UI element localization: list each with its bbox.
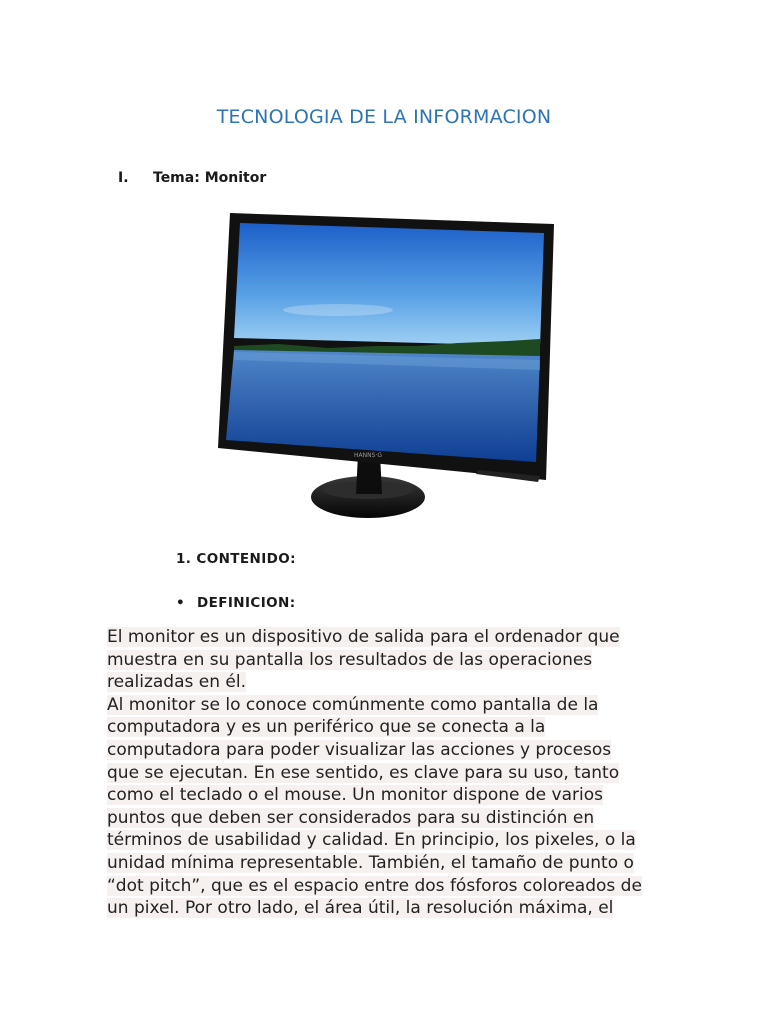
body-line: que se ejecutan. En ese sentido, es clave para su uso, tanto <box>107 762 620 783</box>
body-line: términos de usabilidad y calidad. En principio, los pixeles, o la <box>107 830 636 851</box>
body-line: El monitor es un dispositivo de salida para el ordenador que <box>107 627 620 647</box>
definition-heading <box>176 595 296 611</box>
monitor-screen-sky <box>234 223 544 346</box>
section-heading <box>118 170 266 186</box>
body-line: muestra en su pantalla los resultados de las operaciones <box>107 649 593 670</box>
body-line: “dot pitch”, que es el espacio entre dos fósforos coloreados de <box>107 875 642 896</box>
body-line: computadora y es un periférico que se conecta a la <box>107 717 546 738</box>
definition-label: DEFINICION: <box>197 595 296 611</box>
bullet: • <box>176 595 186 611</box>
body-line: realizadas en él. <box>107 672 246 693</box>
body-line: como el teclado o el mouse. Un monitor dispone de varios <box>107 785 603 806</box>
body-line: computadora para poder visualizar las acciones y procesos <box>107 739 612 760</box>
monitor-brand-label: HANNS·G <box>354 452 382 459</box>
body-line: Al monitor se lo conoce comúnmente como pantalla de la <box>107 694 599 715</box>
section-label: Tema: Monitor <box>153 170 267 186</box>
document-title: TECNOLOGIA DE LA INFORMACION <box>216 106 552 128</box>
body-line: puntos que deben ser considerados para su distinción en <box>107 807 595 828</box>
monitor-image <box>218 210 558 522</box>
body-line: unidad mínima representable. También, el tamaño de punto o <box>107 852 634 873</box>
content-heading: 1. CONTENIDO: <box>176 551 296 567</box>
section-number: I. <box>118 170 129 186</box>
body-line: un pixel. Por otro lado, el área útil, la resolución máxima, el <box>107 898 614 919</box>
body-text <box>107 626 667 920</box>
